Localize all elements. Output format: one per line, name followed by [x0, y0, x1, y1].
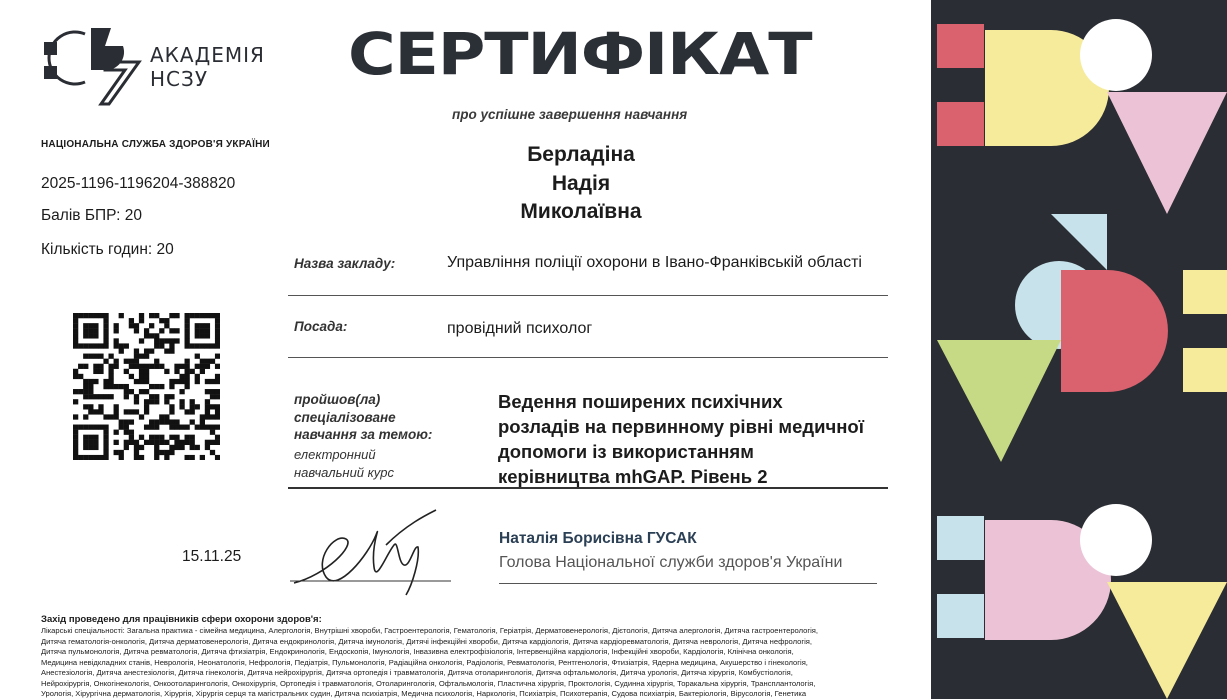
surname: Берладіна	[527, 143, 635, 166]
decorative-panel	[931, 0, 1227, 699]
divider	[499, 583, 877, 584]
position-value: провідний психолог	[447, 320, 593, 337]
signature	[286, 505, 456, 605]
certificate-title: СЕРТИФІКАТ	[348, 20, 812, 88]
training-label: пройшов(ла) спеціалізоване навчання за темою:	[294, 392, 433, 442]
signatory-name: Наталія Борисівна ГУСАК	[499, 530, 697, 547]
points: Балів БПР: 20	[41, 207, 142, 224]
divider	[288, 487, 888, 489]
signatory-role: Голова Національної служби здоров'я України	[499, 554, 843, 571]
training-theme: Ведення поширених психічних розладів на первинному рівні медичної допомоги із використанням керівництва mhGAP. Рівень 2	[498, 391, 864, 487]
divider	[288, 357, 888, 358]
logo-line1: АКАДЕМІЯ	[150, 43, 265, 67]
institution-value: Управління поліції охорони в Івано-Франківській області	[447, 254, 862, 271]
recipient-name	[381, 141, 781, 227]
issue-date: 15.11.25	[182, 548, 242, 565]
divider	[288, 295, 888, 296]
footer-title: Захід проведено для працівників сфери охорони здоров'я:	[41, 614, 322, 625]
course-type: електронний навчальний курс	[294, 447, 395, 480]
organization-name: НАЦІОНАЛЬНА СЛУЖБА ЗДОРОВ'Я УКРАЇНИ	[41, 139, 270, 150]
institution-label: Назва закладу:	[294, 256, 396, 271]
geometric-pattern	[931, 0, 1227, 699]
qr-code	[73, 313, 220, 465]
academy-logo-icon	[43, 26, 143, 106]
hours: Кількість годин: 20	[41, 241, 174, 258]
academy-logo	[43, 26, 143, 111]
footer-specialties: Лікарські спеціальності: Загальна практика - сімейна медицина, Алергологія, Внутрішні хвороби, Гастроентерологія, Гематологія, Геріатрія, Дерматовенерологія, Дієтологія, Дитяча алергологія, Дитяча гастроентерологія, Дитяча гематологія-онкологія, Дитяча дерматовенерологія, Дитяча ендокринологія, Дитяча імунологія, Дитячі інфекційні хвороби, Дитяча кардіологія, Дитяча кардіоревматологія, Дитяча неврологія, Дитяча нефрологія, Дитяча пульмонологія, Дитяча ревматологія, Дитяча фтизіатрія, Ендокринологія, Ендоскопія, Імунологія, Інвазивна електрофізіологія, Інтервенційна кардіологія, Інфекційні хвороби, Кардіологія, Клінічна онкологія, Медицина невідкладних станів, Неврологія, Неонатологія, Нефрологія, Педіатрія, Пульмонологія, Радіаційна онкологія, Радіологія, Ревматологія, Рентгенологія, Фтизіатрія, Ядерна медицина, Акушерство і гінекологія, Анестезіологія, Дитяча анестезіологія, Дитяча гінекологія, Дитяча нейрохірургія, Дитяча ортопедія і травматологія, Дитяча отоларингологія, Дитяча офтальмологія, Дитяча урологія, Дитяча хірургія, Комбустіологія, Нейрохірургія, Онкогінекологія, Онкоотоларингологія, Онкохірургія, Ортопедія і травматологія, Отоларингологія, Офтальмологія, Пластична хірургія, Проктологія, Судинна хірургія, Торакальна хірургія, Трансплантологія, Урологія, Хірургічна дерматологія, Хірургія, Хірургія серця та магістральних судин, Дитяча психіатрія, Медична психологія, Наркологія, Психіатрія, Психотерапія, Судова психіатрія, Бактеріологія, Вірусологія, Генетика	[41, 626, 819, 698]
certificate-subtitle: про успішне завершення навчання	[452, 107, 688, 122]
first-name: Надія	[551, 171, 611, 195]
academy-logo-text	[150, 43, 265, 91]
certificate-number: 2025-1196-1196204-388820	[41, 175, 236, 192]
position-label: Посада:	[294, 319, 348, 334]
patronymic: Миколаївна	[520, 200, 642, 223]
logo-line2: НСЗУ	[150, 67, 209, 91]
